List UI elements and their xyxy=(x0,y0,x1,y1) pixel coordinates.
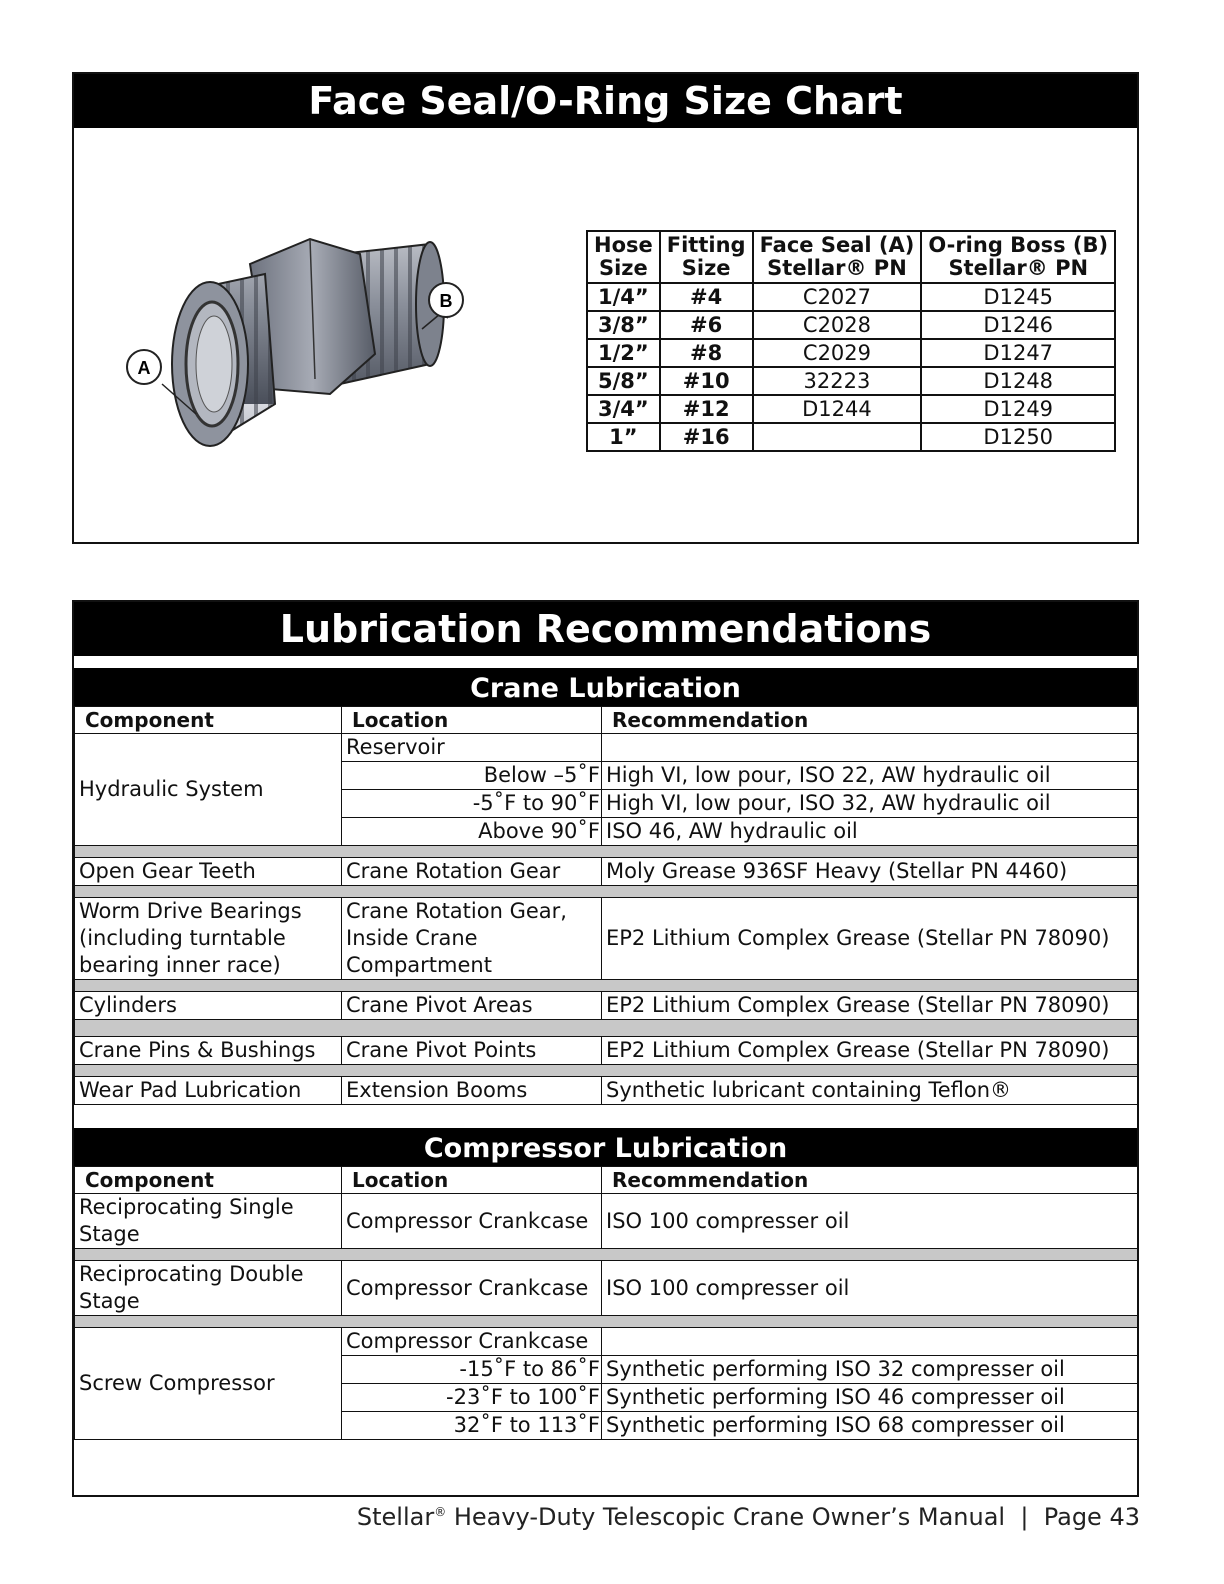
face-seal-chart-title: Face Seal/O-Ring Size Chart xyxy=(74,74,1137,128)
fitting-size-cell: #12 xyxy=(660,395,753,423)
recommendation-cell: Synthetic performing ISO 46 compresser oil xyxy=(602,1384,1138,1412)
table-row xyxy=(587,423,1115,451)
col-recommendation: Recommendation xyxy=(602,707,1138,734)
hose-size-cell: 3/8” xyxy=(587,311,660,339)
component-cell: Reciprocating Double Stage xyxy=(75,1261,342,1316)
recommendation-cell: Synthetic performing ISO 68 compresser oil xyxy=(602,1412,1138,1440)
location-cell: Crane Rotation Gear xyxy=(342,858,602,886)
footer-page-number: Page 43 xyxy=(1043,1503,1140,1531)
recommendation-cell: ISO 100 compresser oil xyxy=(602,1261,1138,1316)
table-row xyxy=(587,395,1115,423)
component-cell: Reciprocating Single Stage xyxy=(75,1194,342,1249)
callout-b-label: B xyxy=(439,291,453,311)
location-cell: Extension Booms xyxy=(342,1077,602,1105)
temp-range-cell: Below –5˚F xyxy=(342,762,602,790)
hydraulic-system-cell: Hydraulic System xyxy=(75,734,342,846)
hose-size-cell: 5/8” xyxy=(587,367,660,395)
oring-boss-cell: D1249 xyxy=(921,395,1115,423)
component-cell: Open Gear Teeth xyxy=(75,858,342,886)
row-divider xyxy=(75,1316,1138,1328)
empty-cell xyxy=(602,1328,1138,1356)
table-row xyxy=(75,992,1138,1020)
col-location: Location xyxy=(342,1167,602,1194)
row-divider xyxy=(75,980,1138,992)
component-cell: Wear Pad Lubrication xyxy=(75,1077,342,1105)
table-row xyxy=(75,1077,1138,1105)
oring-boss-cell: D1245 xyxy=(921,283,1115,311)
temp-range-cell: 32˚F to 113˚F xyxy=(342,1412,602,1440)
table-row xyxy=(587,367,1115,395)
component-cell: Crane Pins & Bushings xyxy=(75,1037,342,1065)
location-cell: Compressor Crankcase xyxy=(342,1261,602,1316)
oring-boss-cell: D1248 xyxy=(921,367,1115,395)
temp-range-cell: -15˚F to 86˚F xyxy=(342,1356,602,1384)
face-seal-cell: C2027 xyxy=(753,283,922,311)
screw-compressor-cell: Screw Compressor xyxy=(75,1328,342,1440)
fitting-size-cell: #10 xyxy=(660,367,753,395)
recommendation-cell: High VI, low pour, ISO 32, AW hydraulic oil xyxy=(602,790,1138,818)
recommendation-cell: EP2 Lithium Complex Grease (Stellar PN 78090) xyxy=(602,898,1138,980)
table-row xyxy=(75,1261,1138,1316)
recommendation-cell: Moly Grease 936SF Heavy (Stellar PN 4460) xyxy=(602,858,1138,886)
face-seal-cell: C2028 xyxy=(753,311,922,339)
location-cell: Compressor Crankcase xyxy=(342,1328,602,1356)
recommendation-cell: ISO 100 compresser oil xyxy=(602,1194,1138,1249)
location-cell: Compressor Crankcase xyxy=(342,1194,602,1249)
size-chart-header-row xyxy=(587,231,1115,283)
compressor-header-row xyxy=(75,1167,1138,1194)
recommendation-cell: High VI, low pour, ISO 22, AW hydraulic oil xyxy=(602,762,1138,790)
recommendation-cell: Synthetic performing ISO 32 compresser oil xyxy=(602,1356,1138,1384)
fitting-size-cell: #6 xyxy=(660,311,753,339)
callout-a-label: A xyxy=(137,358,151,378)
oring-boss-cell: D1250 xyxy=(921,423,1115,451)
compressor-lubrication-heading: Compressor Lubrication xyxy=(74,1128,1137,1166)
page-footer xyxy=(357,1503,1140,1531)
size-chart-table xyxy=(586,230,1116,452)
location-cell: Crane Rotation Gear, Inside Crane Compartment xyxy=(342,898,602,980)
recommendation-cell: ISO 46, AW hydraulic oil xyxy=(602,818,1138,846)
crane-header-row xyxy=(75,707,1138,734)
row-divider xyxy=(75,1065,1138,1077)
oring-boss-cell: D1246 xyxy=(921,311,1115,339)
oring-boss-cell: D1247 xyxy=(921,339,1115,367)
temp-range-cell: -5˚F to 90˚F xyxy=(342,790,602,818)
table-row xyxy=(75,1328,1138,1356)
table-row xyxy=(75,1037,1138,1065)
recommendation-cell: EP2 Lithium Complex Grease (Stellar PN 78090) xyxy=(602,1037,1138,1065)
header-fitting-size: Fitting Size xyxy=(660,231,753,283)
header-face-seal: Face Seal (A) Stellar® PN xyxy=(753,231,922,283)
footer-reg-mark: ® xyxy=(434,1505,447,1519)
table-row xyxy=(587,339,1115,367)
fitting-size-cell: #16 xyxy=(660,423,753,451)
table-row xyxy=(75,898,1138,980)
row-divider xyxy=(75,886,1138,898)
reservoir-cell: Reservoir xyxy=(342,734,602,762)
recommendation-cell: Synthetic lubricant containing Teflon® xyxy=(602,1077,1138,1105)
face-seal-chart-panel xyxy=(72,72,1139,544)
hose-size-cell: 1/2” xyxy=(587,339,660,367)
footer-separator: | xyxy=(1020,1503,1029,1531)
lubrication-panel xyxy=(72,600,1139,1497)
table-row xyxy=(75,858,1138,886)
fitting-size-cell: #4 xyxy=(660,283,753,311)
temp-range-cell: -23˚F to 100˚F xyxy=(342,1384,602,1412)
hose-size-cell: 1/4” xyxy=(587,283,660,311)
header-hose-size: Hose Size xyxy=(587,231,660,283)
face-seal-cell: 32223 xyxy=(753,367,922,395)
crane-lubrication-table xyxy=(74,706,1138,1105)
face-seal-cell xyxy=(753,423,922,451)
table-row xyxy=(587,283,1115,311)
row-divider xyxy=(75,1020,1138,1037)
col-recommendation: Recommendation xyxy=(602,1167,1138,1194)
header-oring-boss: O-ring Boss (B) Stellar® PN xyxy=(921,231,1115,283)
fitting-size-cell: #8 xyxy=(660,339,753,367)
compressor-lubrication-table xyxy=(74,1166,1138,1440)
hose-size-cell: 1” xyxy=(587,423,660,451)
fitting-illustration xyxy=(100,204,480,514)
table-row xyxy=(75,1194,1138,1249)
col-location: Location xyxy=(342,707,602,734)
footer-manual-title: Heavy-Duty Telescopic Crane Owner’s Manual xyxy=(446,1503,1006,1531)
face-seal-cell: C2029 xyxy=(753,339,922,367)
lubrication-title: Lubrication Recommendations xyxy=(74,602,1137,656)
table-row xyxy=(75,734,1138,762)
empty-cell xyxy=(602,734,1138,762)
recommendation-cell: EP2 Lithium Complex Grease (Stellar PN 78090) xyxy=(602,992,1138,1020)
face-seal-cell: D1244 xyxy=(753,395,922,423)
temp-range-cell: Above 90˚F xyxy=(342,818,602,846)
component-cell: Cylinders xyxy=(75,992,342,1020)
col-component: Component xyxy=(75,707,342,734)
row-divider xyxy=(75,846,1138,858)
location-cell: Crane Pivot Areas xyxy=(342,992,602,1020)
col-component: Component xyxy=(75,1167,342,1194)
table-row xyxy=(587,311,1115,339)
footer-brand: Stellar xyxy=(356,1503,435,1531)
location-cell: Crane Pivot Points xyxy=(342,1037,602,1065)
row-divider xyxy=(75,1249,1138,1261)
hose-size-cell: 3/4” xyxy=(587,395,660,423)
crane-lubrication-heading: Crane Lubrication xyxy=(74,668,1137,706)
component-cell: Worm Drive Bearings (including turntable bearing inner race) xyxy=(75,898,342,980)
